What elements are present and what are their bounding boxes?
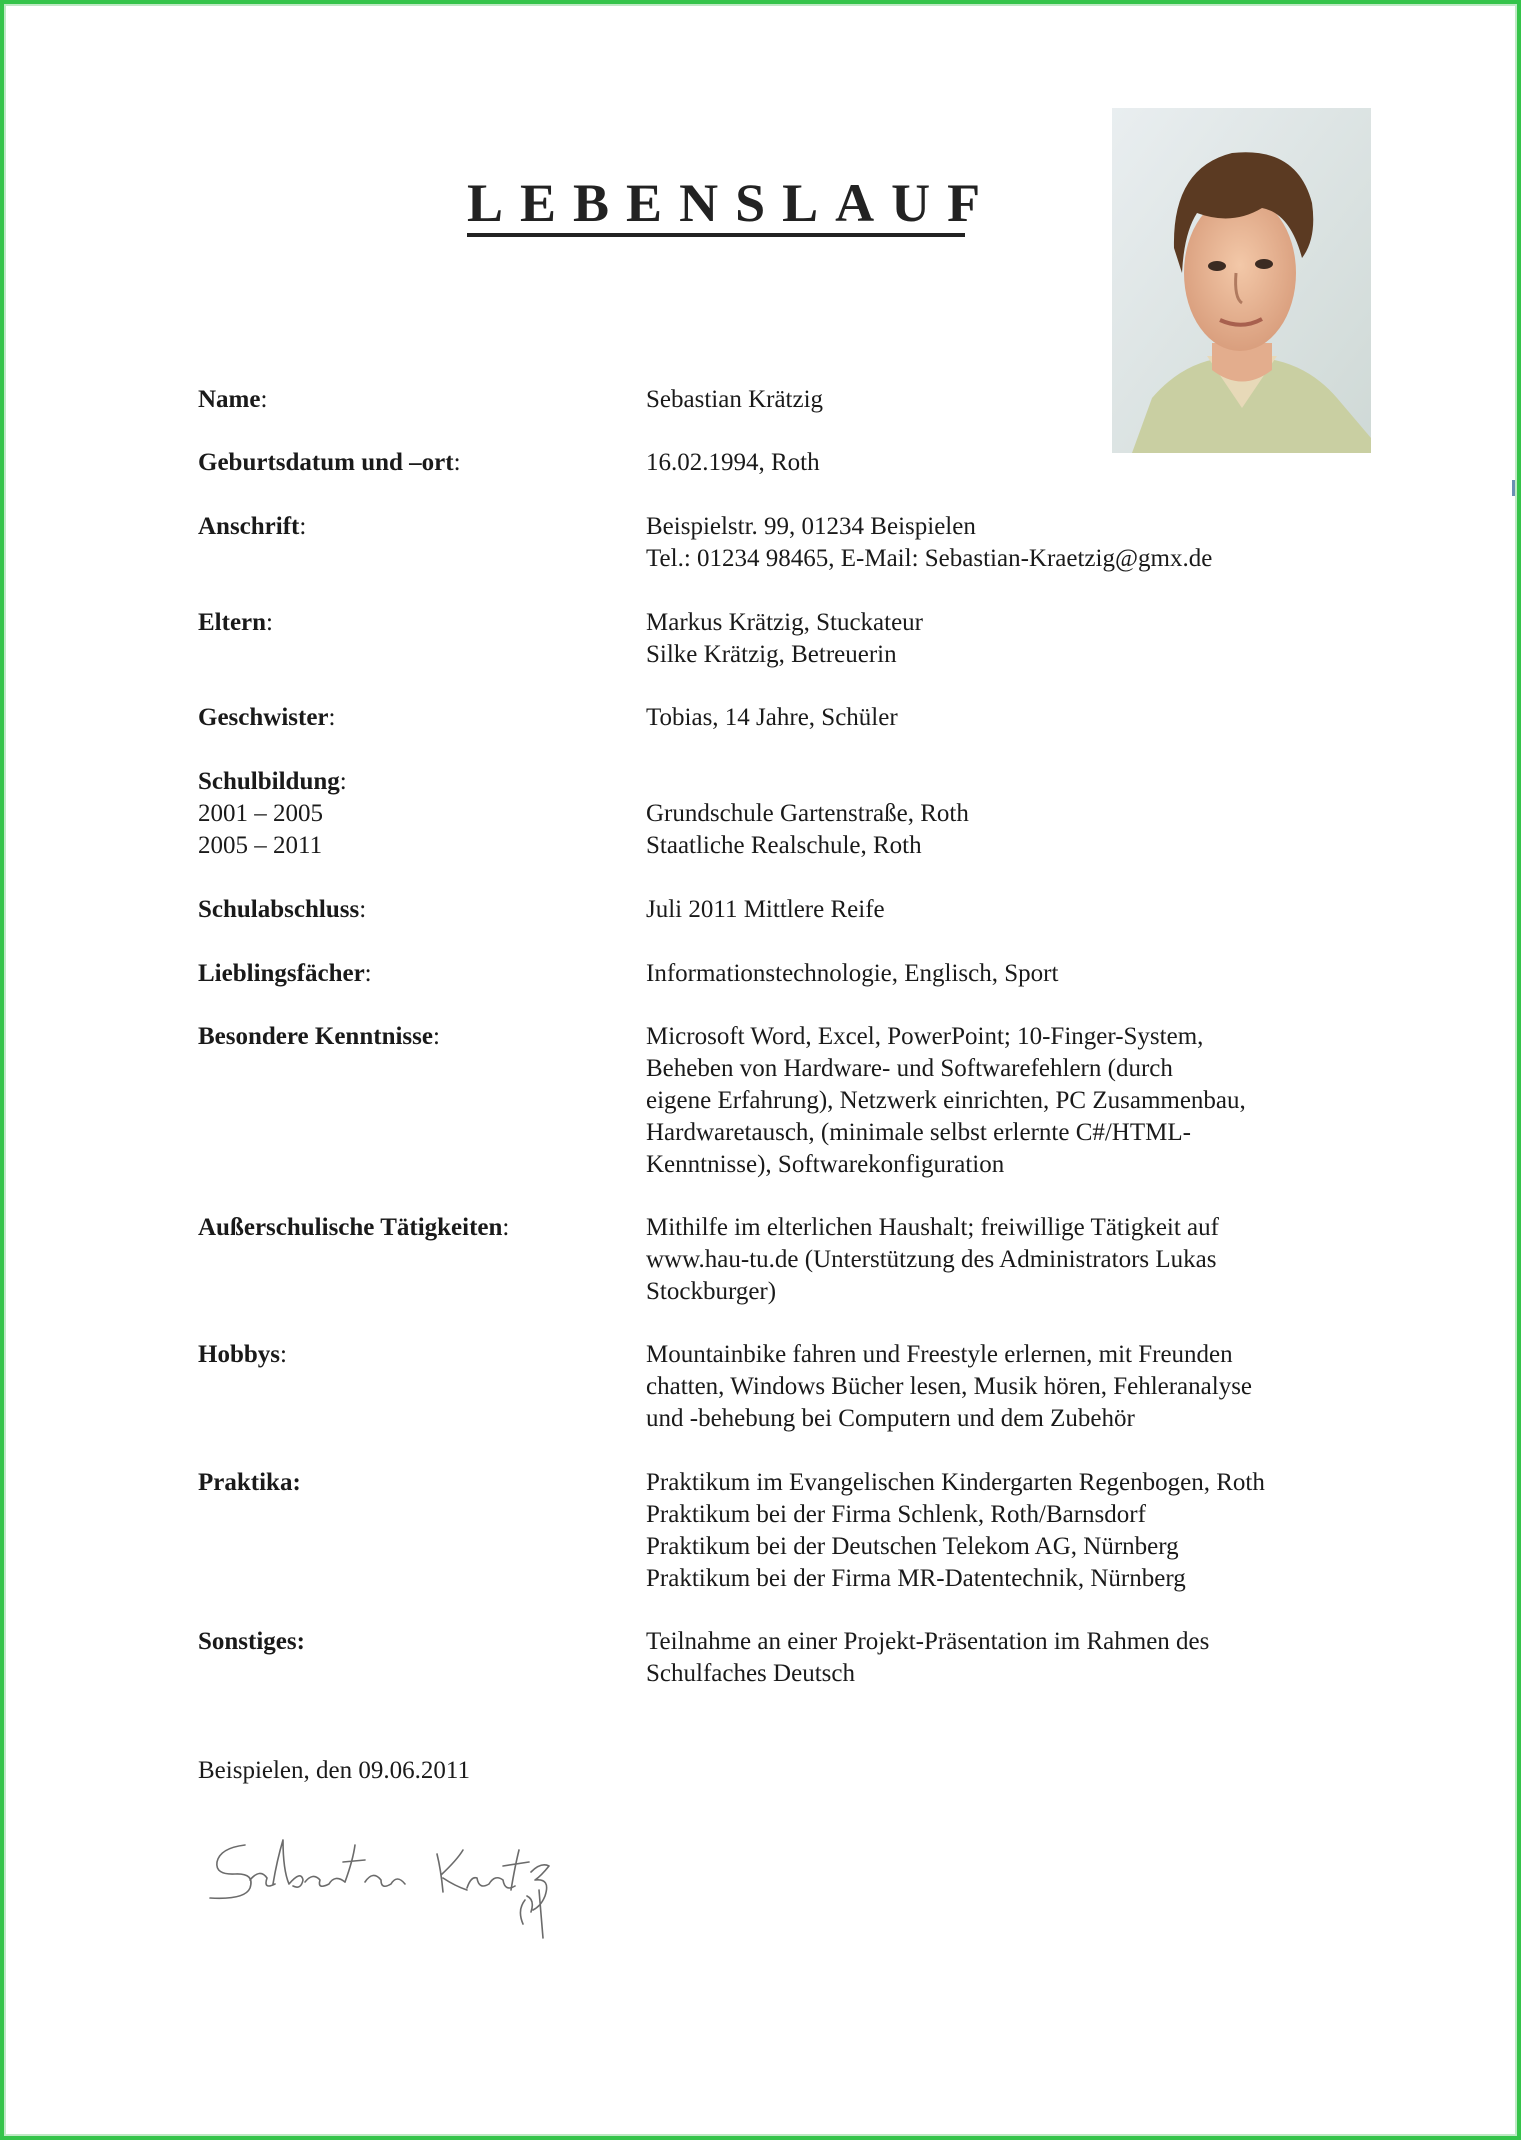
label-graduation: Schulabschluss bbox=[198, 896, 360, 923]
value-internship-line: Praktikum bei der Deutschen Telekom AG, Nürnberg bbox=[646, 1533, 1179, 1560]
value-parent-line: Markus Krätzig, Stuckateur bbox=[646, 609, 924, 636]
label-colon: : bbox=[453, 449, 461, 476]
value-hobbies-line: Mountainbike fahren und Freestyle erlernen, mit Freunden bbox=[646, 1341, 1233, 1368]
value-internship-line: Praktikum bei der Firma Schlenk, Roth/Barnsdorf bbox=[646, 1501, 1146, 1528]
value-skills-line: Beheben von Hardware- und Softwarefehlern (durch bbox=[646, 1055, 1173, 1082]
value-favorite-subjects: Informationstechnologie, Englisch, Sport bbox=[646, 960, 1059, 987]
value-extracurricular-line: Stockburger) bbox=[646, 1278, 777, 1305]
label-parents: Eltern bbox=[198, 609, 267, 636]
value-address-line: Beispielstr. 99, 01234 Beispielen bbox=[646, 513, 976, 540]
value-skills-line: eigene Erfahrung), Netzwerk einrichten, PC Zusammenbau, bbox=[646, 1087, 1246, 1114]
value-graduation: Juli 2011 Mittlere Reife bbox=[646, 896, 885, 923]
label-school: Schulbildung bbox=[198, 768, 340, 795]
value-internship-line: Praktikum bei der Firma MR-Datentechnik, Nürnberg bbox=[646, 1565, 1186, 1592]
label-colon: : bbox=[279, 1341, 287, 1368]
value-hobbies-line: chatten, Windows Bücher lesen, Musik hören, Fehleranalyse bbox=[646, 1373, 1253, 1400]
label-colon: : bbox=[432, 1023, 440, 1050]
value-siblings: Tobias, 14 Jahre, Schüler bbox=[646, 704, 898, 731]
value-misc-line: Teilnahme an einer Projekt-Präsentation im Rahmen des bbox=[646, 1628, 1210, 1655]
label-colon: : bbox=[502, 1214, 510, 1241]
label-colon: : bbox=[266, 609, 273, 636]
label-colon: : bbox=[260, 386, 268, 413]
value-contact-line: Tel.: 01234 98465, E-Mail: Sebastian-Kraetzig@gmx.de bbox=[646, 545, 1213, 572]
school-name: Staatliche Realschule, Roth bbox=[646, 832, 922, 859]
label-colon: : bbox=[328, 704, 336, 731]
label-colon: : bbox=[364, 960, 372, 987]
label-colon: : bbox=[359, 896, 367, 923]
title-underline bbox=[467, 233, 965, 237]
value-extracurricular-line: www.hau-tu.de (Unterstützung des Administrators Lukas bbox=[646, 1246, 1217, 1273]
scan-artifact bbox=[1512, 480, 1515, 496]
label-siblings: Geschwister bbox=[198, 704, 329, 731]
school-name: Grundschule Gartenstraße, Roth bbox=[646, 800, 969, 827]
label-colon: : bbox=[299, 513, 307, 540]
label-address: Anschrift bbox=[198, 513, 300, 540]
value-name: Sebastian Krätzig bbox=[646, 386, 824, 413]
school-years: 2001 – 2005 bbox=[198, 800, 323, 827]
value-skills-line: Kenntnisse), Softwarekonfiguration bbox=[646, 1151, 1005, 1178]
value-misc-line: Schulfaches Deutsch bbox=[646, 1660, 855, 1687]
value-parent-line: Silke Krätzig, Betreuerin bbox=[646, 641, 897, 668]
document-title: LEBENSLAUF bbox=[467, 173, 998, 233]
label-favorite-subjects: Lieblingsfächer bbox=[198, 960, 365, 987]
value-skills-line: Microsoft Word, Excel, PowerPoint; 10-Finger-System, bbox=[646, 1023, 1204, 1050]
value-birth: 16.02.1994, Roth bbox=[646, 449, 820, 476]
value-extracurricular-line: Mithilfe im elterlichen Haushalt; freiwillige Tätigkeit auf bbox=[646, 1214, 1219, 1241]
label-internships: Praktika: bbox=[198, 1469, 301, 1496]
place-date: Beispielen, den 09.06.2011 bbox=[198, 1757, 470, 1784]
label-skills: Besondere Kenntnisse bbox=[198, 1023, 433, 1050]
label-extracurricular: Außerschulische Tätigkeiten bbox=[198, 1214, 503, 1241]
value-skills-line: Hardwaretausch, (minimale selbst erlernte C#/HTML- bbox=[646, 1119, 1191, 1146]
value-hobbies-line: und -behebung bei Computern und dem Zubehör bbox=[646, 1405, 1135, 1432]
school-years: 2005 – 2011 bbox=[198, 832, 323, 859]
label-birth: Geburtsdatum und –ort bbox=[198, 449, 454, 476]
label-name: Name bbox=[198, 386, 261, 413]
value-internship-line: Praktikum im Evangelischen Kindergarten Regenbogen, Roth bbox=[646, 1469, 1265, 1496]
label-misc: Sonstiges: bbox=[198, 1628, 305, 1655]
label-hobbies: Hobbys bbox=[198, 1341, 280, 1368]
handwritten-signature bbox=[205, 1800, 605, 1940]
label-colon: : bbox=[339, 768, 347, 795]
